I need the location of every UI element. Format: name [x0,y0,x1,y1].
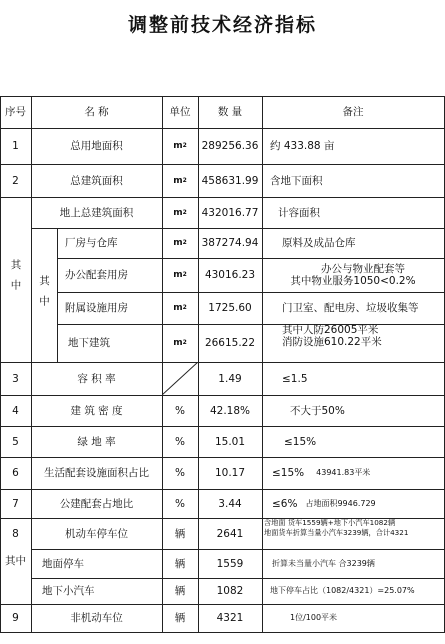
row-qty: 43016.23 [204,269,256,281]
row-note: ≤15% 43941.83平米 [272,467,371,479]
unit-square-meter: m 2 [173,207,187,218]
row-note: ≤6% 占地面积9946.729 [272,497,376,510]
row-unit: 辆 [174,557,186,570]
row-name: 办公配套用房 [65,269,128,281]
row-note: 原料及成品仓库 [282,237,356,249]
row-name: 地面停车 [42,557,84,570]
row-qty: 42.18% [209,404,251,417]
row-qty: 387274.94 [201,237,259,249]
row-no: 8 [12,527,19,540]
row-name: 机动车停车位 [65,527,128,540]
row-name: 附属设施用房 [65,302,128,314]
group-label-qizhong-area: 其中 [9,259,22,300]
row-qty: 1725.60 [208,302,252,314]
row-qty: 26615.22 [204,337,256,349]
row-note: 含地面 货车1559辆+地下小汽车1082辆 地面货车折算当量小汽车3239辆，合计4321 [264,518,409,537]
row-name: 公建配套占地比 [59,497,134,510]
unit-square-meter: m 2 [173,141,187,151]
unit-square-meter: m 2 [173,338,187,348]
row-name: 总建筑面积 [70,174,123,187]
row-qty: 1.49 [218,372,242,385]
unit-square-meter: m 2 [173,270,187,280]
row-qty: 1559 [216,557,244,570]
row-name: 地下小汽车 [42,585,95,597]
row-no: 9 [12,612,19,624]
row-name: 地下建筑 [68,337,110,349]
row-no: 7 [12,497,19,510]
row-qty: 432016.77 [201,206,259,219]
row-qty: 289256.36 [201,140,259,152]
row-note: 约 433.88 亩 [270,140,335,152]
row-qty: 1082 [216,585,244,597]
row-note: 门卫室、配电房、垃圾收集等 [282,302,419,314]
unit-square-meter: m 2 [173,175,187,186]
empty-unit-diagonal [162,362,198,395]
header-unit: 单位 [169,106,191,118]
row-name: 建 筑 密 度 [70,404,123,417]
row-note: 其中人防26005平米 消防设施610.22平米 [282,324,382,348]
page-title: 调整前技术经济指标 [127,14,317,36]
unit-square-meter: m 2 [173,238,187,248]
row-name: 非机动车位 [70,612,123,624]
row-qty: 2641 [216,527,244,540]
row-note: 地下停车占比（1082/4321）=25.07% [270,586,415,595]
row-note: 计容面积 [278,206,320,219]
header-qty: 数 量 [217,106,243,118]
row-unit: % [175,404,185,417]
row-name: 容 积 率 [77,372,116,385]
row-name: 绿 地 率 [77,435,116,448]
row-qty: 15.01 [214,435,246,448]
row-name: 厂房与仓库 [65,237,118,249]
row-name: 生活配套设施面积占比 [44,467,149,479]
header-note: 备注 [342,106,364,118]
row-note: 折算未当量小汽车 合3239辆 [272,558,375,568]
row-note: 1位/100平米 [290,613,338,622]
row-unit: 辆 [174,527,186,540]
row-note: 含地下面积 [270,174,323,187]
header-name: 名 称 [84,106,109,118]
row-unit: % [175,435,185,448]
row-qty: 10.17 [214,467,246,479]
row-note: 办公与物业配套等 其中物业服务1050<0.2% [290,263,416,287]
row-unit: 辆 [174,612,186,624]
row-name: 地上总建筑面积 [59,206,134,219]
row-note: ≤1.5 [282,372,308,385]
row-no: 5 [12,435,19,448]
group-label-qizhong-above-ground: 其中 [38,274,50,316]
row-note: ≤15% [284,435,317,448]
row-unit: % [175,497,185,510]
row-no: 3 [12,372,19,385]
unit-square-meter: m 2 [173,303,187,313]
row-note: 不大于50% [290,404,345,417]
row-qty: 3.44 [218,497,242,510]
row-no: 2 [12,174,19,187]
row-no: 6 [12,467,19,479]
row-no: 4 [12,404,19,417]
row-qty: 458631.99 [201,174,259,187]
header-no: 序号 [5,106,26,118]
row-name: 总用地面积 [70,140,123,152]
row-qty: 4321 [216,612,244,624]
row-unit: 辆 [174,585,186,597]
row-unit: % [175,467,185,479]
group-label-qizhong-parking: 其中 [5,555,26,567]
row-no: 1 [12,140,19,152]
